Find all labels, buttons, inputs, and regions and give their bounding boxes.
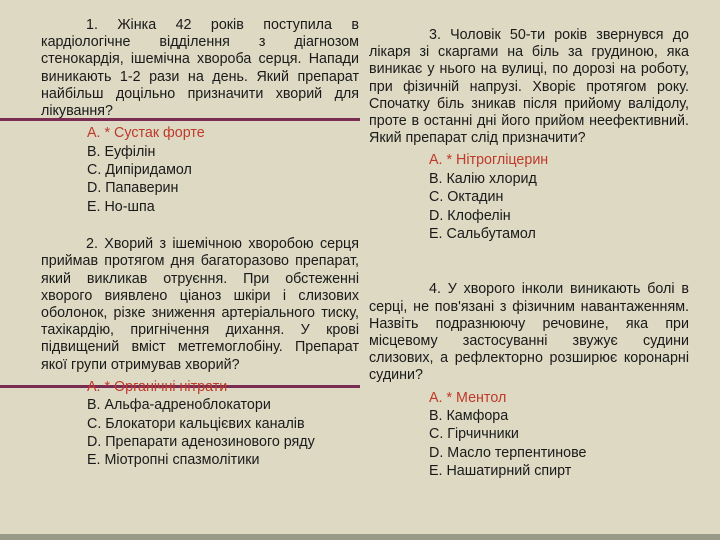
question-2-text: 2. Хворий з ішемічною хворобою серця приймав протягом дня багаторазово препарат, який викликав отруєння. При обстеженні хворого виявлено ціаноз шкіри і слизових оболонок, різке зниження артеріального тиску, тахікардію, пригнічення дихання. У крові підвищений вміст метгемоглобіну. Препарат якої групи отримував хворий?: [41, 236, 359, 373]
answer-option: D. Масло терпентинове: [429, 444, 587, 461]
right-column: [369, 27, 689, 481]
answer-option: A. * Ментол: [429, 389, 507, 406]
question-4-text: 4. У хворого інколи виникають болі в серці, не пов'язані з фізичним навантаженням. Назвіть подразнюючу речовине, яка при місцевому застосуванні звужує судини слизових, а рефлекторно розширює коронарні судини?: [369, 281, 689, 384]
answer-option: B. Камфора: [429, 407, 509, 424]
answer-option: E. Міотропні спазмолітики: [87, 452, 260, 469]
answer-option: C. Октадин: [429, 189, 504, 206]
question-1-text: 1. Жінка 42 років поступила в кардіологічне відділення з діагнозом стенокардія, ішемічна хвороба серця. Напади виникають 1-2 рази на день. Який препарат найбільш доцільно призначити хворий для лікування?: [41, 17, 359, 120]
left-column: [41, 17, 359, 470]
answer-option: C. Блокатори кальцієвих каналів: [87, 415, 305, 432]
question-4-answers: [369, 389, 689, 481]
question-1-answers: [41, 124, 359, 216]
answer-option: D. Папаверин: [87, 180, 179, 197]
bottom-border: [0, 534, 720, 540]
answer-option: E. Нашатирний спирт: [429, 463, 572, 480]
answer-option: A. * Сустак форте: [87, 125, 205, 142]
answer-option: D. Препарати аденозинового ряду: [87, 433, 315, 450]
answer-option: A. * Нітрогліцерин: [429, 152, 549, 169]
answer-option: D. Клофелін: [429, 207, 511, 224]
answer-option: B. Еуфілін: [87, 143, 156, 160]
answer-option: C. Гірчичники: [429, 426, 519, 443]
question-3: [369, 27, 689, 243]
answer-option: C. Дипіридамол: [87, 162, 192, 178]
question-2-answers: [41, 378, 359, 470]
spacer: [369, 243, 689, 281]
answer-option: E. Но-шпа: [87, 198, 155, 215]
spacer: [41, 216, 359, 236]
question-2: [41, 236, 359, 470]
answer-option: B. Альфа-адреноблокатори: [87, 397, 271, 414]
answer-option: B. Калію хлорид: [429, 170, 537, 187]
answer-option: E. Сальбутамол: [429, 225, 536, 242]
question-4: [369, 281, 689, 480]
answer-option: A. * Органічні нітрати: [87, 378, 228, 395]
question-3-answers: [369, 151, 689, 243]
question-1: [41, 17, 359, 216]
question-3-text: 3. Чоловік 50-ти років звернувся до лікаря зі скаргами на біль за грудиною, яка виникає у нього на вулиці, по дорозі на роботу, при фізичній напрузі. Хворіє протягом року. Спочатку біль зникав після прийому валідолу, проте в останні дні його прийом неефективний. Який препарат слід призначити?: [369, 27, 689, 147]
